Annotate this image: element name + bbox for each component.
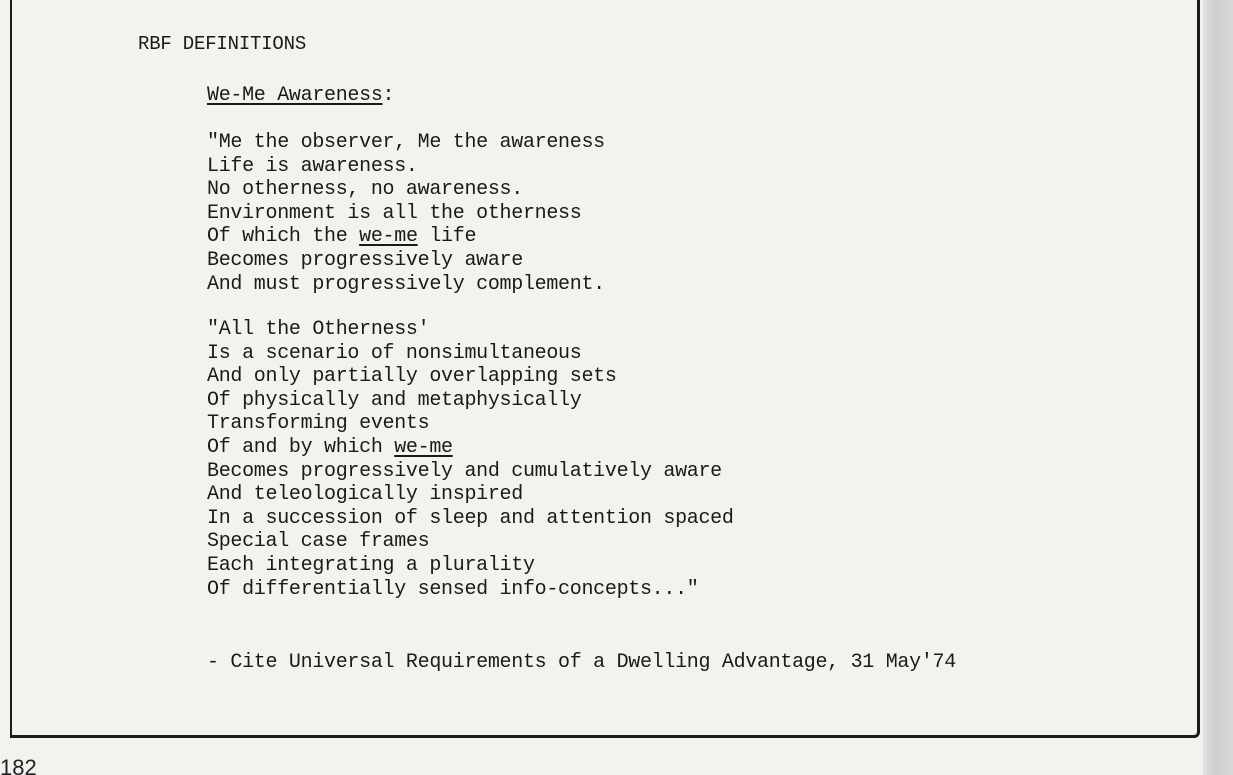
- line-text: Of and by which: [207, 435, 395, 459]
- poem-line: [207, 178, 605, 202]
- line-text: Of differentially sensed info-concepts...": [207, 577, 699, 601]
- poem-line: [207, 483, 734, 507]
- poem-line: [207, 131, 605, 155]
- line-text: Special case frames: [207, 530, 430, 554]
- stanza-2: [207, 318, 734, 601]
- section-title: [207, 84, 394, 107]
- poem-line: [207, 342, 734, 366]
- line-text: And teleologically inspired: [207, 483, 523, 507]
- poem-line: [207, 436, 734, 460]
- line-text: In a succession of sleep and attention spaced: [207, 506, 734, 530]
- line-text: Becomes progressively aware: [207, 248, 523, 272]
- poem-line: [207, 578, 734, 602]
- poem-line: [207, 249, 605, 273]
- line-text: And only partially overlapping sets: [207, 365, 617, 389]
- poem-line: [207, 318, 734, 342]
- line-text: Life is awareness.: [207, 154, 418, 178]
- poem-line: [207, 530, 734, 554]
- document-heading: RBF DEFINITIONS: [138, 33, 307, 55]
- line-text: "Me the observer, Me the awareness: [207, 131, 605, 154]
- line-text: Each integrating a plurality: [207, 553, 535, 577]
- poem-line: [207, 507, 734, 531]
- line-text: Is a scenario of nonsimultaneous: [207, 341, 582, 365]
- line-text: Environment is all the otherness: [207, 201, 582, 225]
- line-text: Transforming events: [207, 412, 430, 436]
- line-text: Of physically and metaphysically: [207, 388, 582, 412]
- section-title-text: We-Me Awareness: [207, 84, 383, 107]
- line-text: life: [417, 225, 477, 249]
- stanza-1: [207, 131, 605, 296]
- line-text: Of which the: [207, 225, 360, 249]
- underlined-term: we-me: [359, 225, 418, 249]
- poem-line: [207, 460, 734, 484]
- citation: - Cite Universal Requirements of a Dwelling Advantage, 31 May'74: [207, 651, 956, 674]
- poem-line: [207, 202, 605, 226]
- poem-line: [207, 155, 605, 179]
- line-text: Becomes progressively and cumulatively aware: [207, 459, 722, 483]
- scan-edge-shadow: [1203, 0, 1233, 775]
- page-number: 182: [0, 757, 37, 775]
- underlined-term: we-me: [394, 435, 453, 459]
- poem-line: [207, 389, 734, 413]
- poem-line: [207, 225, 605, 249]
- poem-line: [207, 412, 734, 436]
- section-title-colon: :: [382, 84, 395, 107]
- poem-line: [207, 554, 734, 578]
- poem-line: [207, 365, 734, 389]
- line-text: And must progressively complement.: [207, 272, 605, 296]
- line-text: No otherness, no awareness.: [207, 178, 523, 202]
- poem-line: [207, 273, 605, 297]
- line-text: "All the Otherness': [207, 318, 430, 341]
